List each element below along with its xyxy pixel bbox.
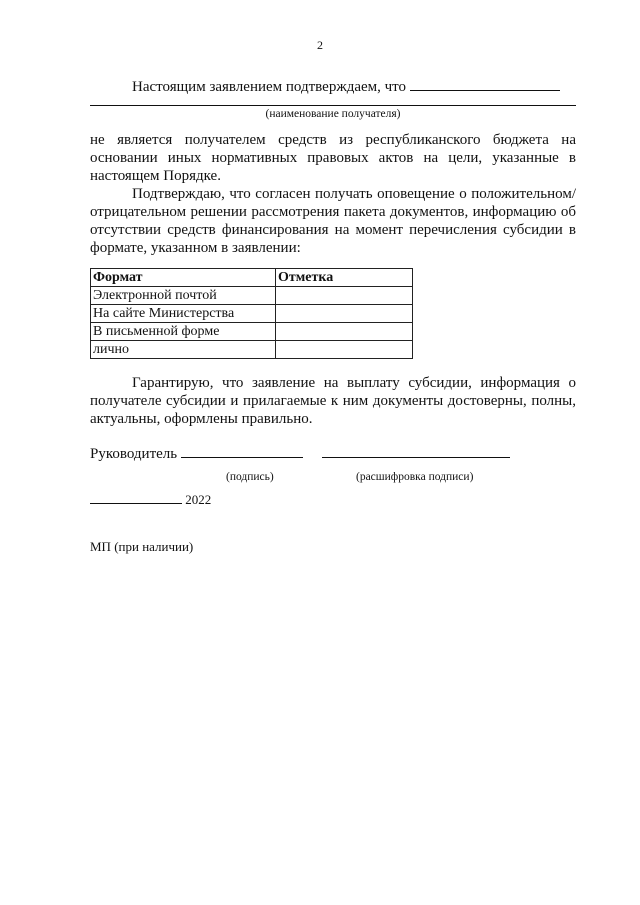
page-number: 2 xyxy=(317,38,323,52)
table-row xyxy=(91,341,413,359)
signatory-role: Руководитель xyxy=(90,446,178,462)
not-recipient-paragraph: не является получателем средств из республиканского бюджета на основании иных нормативных правовых актов на цели, указанные в настоящем Порядке. xyxy=(90,132,576,184)
signature-blank[interactable] xyxy=(181,443,303,458)
date-blank[interactable] xyxy=(90,491,182,504)
table-row xyxy=(91,305,413,323)
signature-line xyxy=(90,443,510,463)
date-year: 2022 xyxy=(185,492,212,507)
signature-decoding-blank[interactable] xyxy=(322,443,510,458)
column-header-format: Формат xyxy=(91,269,276,287)
confirmation-line xyxy=(90,76,580,96)
format-option-email: Электронной почтой xyxy=(91,287,276,305)
notification-paragraph: Подтверждаю, что согласен получать оповещение о положительном/отрицательном решении рассмотрения пакета документов, информацию об отсутствии средств финансирования на момент перечисления субсидии в формате, указанном в заявлении: xyxy=(90,186,576,256)
recipient-name-rule xyxy=(90,105,576,106)
notification-format-table xyxy=(90,268,413,359)
guarantee-paragraph: Гарантирую, что заявление на выплату субсидии, информация о получателе субсидии и прилагаемые к ним документы достоверны, полны, актуальны, оформлены правильно. xyxy=(90,375,576,427)
stamp-note: МП (при наличии) xyxy=(90,539,194,554)
mark-cell-email[interactable] xyxy=(276,287,413,305)
mark-cell-in-person[interactable] xyxy=(276,341,413,359)
table-row xyxy=(91,323,413,341)
column-header-mark: Отметка xyxy=(276,269,413,287)
confirmation-text: Настоящим заявлением подтверждаем, что xyxy=(132,79,407,95)
date-line xyxy=(90,491,211,508)
mark-cell-written[interactable] xyxy=(276,323,413,341)
table-header-row xyxy=(91,269,413,287)
format-option-website: На сайте Министерства xyxy=(91,305,276,323)
format-option-written: В письменной форме xyxy=(91,323,276,341)
mark-cell-website[interactable] xyxy=(276,305,413,323)
recipient-name-caption: (наименование получателя) xyxy=(265,108,401,120)
signature-decoding-caption: (расшифровка подписи) xyxy=(356,471,474,483)
recipient-name-blank[interactable] xyxy=(410,76,560,91)
signature-caption: (подпись) xyxy=(226,471,274,483)
format-option-in-person: лично xyxy=(91,341,276,359)
table-row xyxy=(91,287,413,305)
